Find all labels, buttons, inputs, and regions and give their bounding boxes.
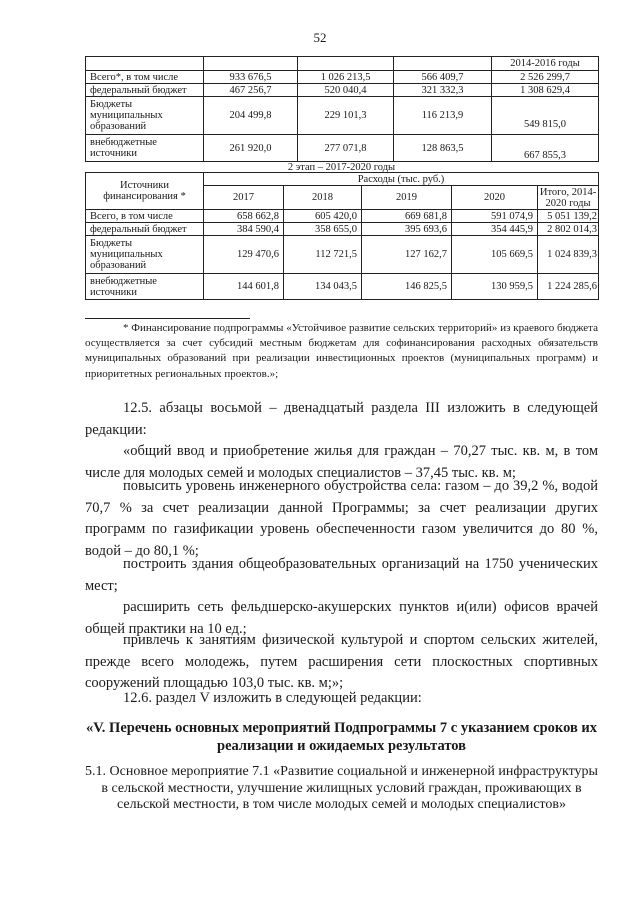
source-header: Источники финансирования * <box>86 173 204 210</box>
table-row: Бюджеты муниципальных образований 129 470,6 112 721,5 127 162,7 105 669,5 1 024 839,3 <box>86 236 599 274</box>
footnote-divider <box>85 318 250 319</box>
expenses-header: Расходы (тыс. руб.) <box>204 173 599 186</box>
stage-title: 2 этап – 2017-2020 годы <box>287 162 396 173</box>
table-row: федеральный бюджет 384 590,4 358 655,0 395 693,6 354 445,9 2 802 014,3 <box>86 223 599 236</box>
table-row <box>86 57 599 71</box>
table-row: Всего, в том числе 658 662,8 605 420,0 669 681,8 591 074,9 5 051 139,2 <box>86 210 599 223</box>
table-row <box>86 173 599 186</box>
table-row: Всего*, в том числе 933 676,5 1 026 213,5 566 409,7 2 526 299,7 <box>86 71 599 84</box>
table-row: внебюджетные источники 144 601,8 134 043,5 146 825,5 130 959,5 1 224 285,6 <box>86 274 599 300</box>
section-heading: «V. Перечень основных мероприятий Подпрограммы 7 с указанием сроков их реализации и ожидаемых результатов <box>85 720 598 754</box>
paragraph-engineering: повысить уровень инженерного обустройства села: газом – до 39,2 %, водой 70,7 % за счет реализации данной Программы; за счет реализации других программ по газификации уровень обеспеченности газом увеличится до 80 %, водой – до 80,1 %; <box>85 478 598 559</box>
table-row: Бюджеты муниципальных образований 204 499,8 229 101,3 116 213,9 549 815,0 <box>86 97 599 135</box>
table-row: 2017 2018 2019 2020 Итого, 2014-2020 годы <box>86 186 599 210</box>
footnote: * Финансирование подпрограммы «Устойчивое развитие сельских территорий» из краевого бюджета осуществляется за счет субсидий местным бюджетам для софинансирования расходных обязательств муниципальных образований при реализации инвестиционных проектов (муниципальных программ) и приоритетных региональных проектов.»; <box>85 322 598 380</box>
paragraph-housing: «общий ввод и приобретение жилья для граждан – 70,27 тыс. кв. м, в том числе для молодых семей и молодых специалистов – 37,45 тыс. кв. м; <box>85 443 598 481</box>
paragraph-sports: привлечь к занятиям физической культурой и спортом сельских жителей, прежде всего молодежь, путем расширения сети плоскостных спортивных сооружений площадью 103,0 тыс. кв. м;»; <box>85 632 598 691</box>
table-row: федеральный бюджет 467 256,7 520 040,4 321 332,3 1 308 629,4 <box>86 84 599 97</box>
paragraph-medical: расширить сеть фельдшерско-акушерских пунктов и(или) офисов врачей общей практики на 10 ед.; <box>85 599 598 637</box>
page-number: 52 <box>313 30 327 45</box>
table-row: внебюджетные источники 261 920,0 277 071,8 128 863,5 667 855,3 <box>86 135 599 162</box>
paragraph-12-5: 12.5. абзацы восьмой – двенадцатый раздела III изложить в следующей редакции: <box>85 400 598 438</box>
paragraph-schools: построить здания общеобразовательных организаций на 1750 ученических мест; <box>85 556 598 594</box>
funding-table-stage2 <box>85 172 599 300</box>
paragraph-12-6: 12.6. раздел V изложить в следующей редакции: <box>123 690 422 706</box>
funding-table-stage1 <box>85 56 599 162</box>
subsection-title: 5.1. Основное мероприятие 7.1 «Развитие социальной и инженерной инфраструктуры в сельской местности, улучшение жилищных условий граждан, проживающих в сельской местности, в том числе молодых семей и молодых специалистов» <box>85 764 598 812</box>
header-2014-2016: 2014-2016 годы <box>492 57 599 71</box>
